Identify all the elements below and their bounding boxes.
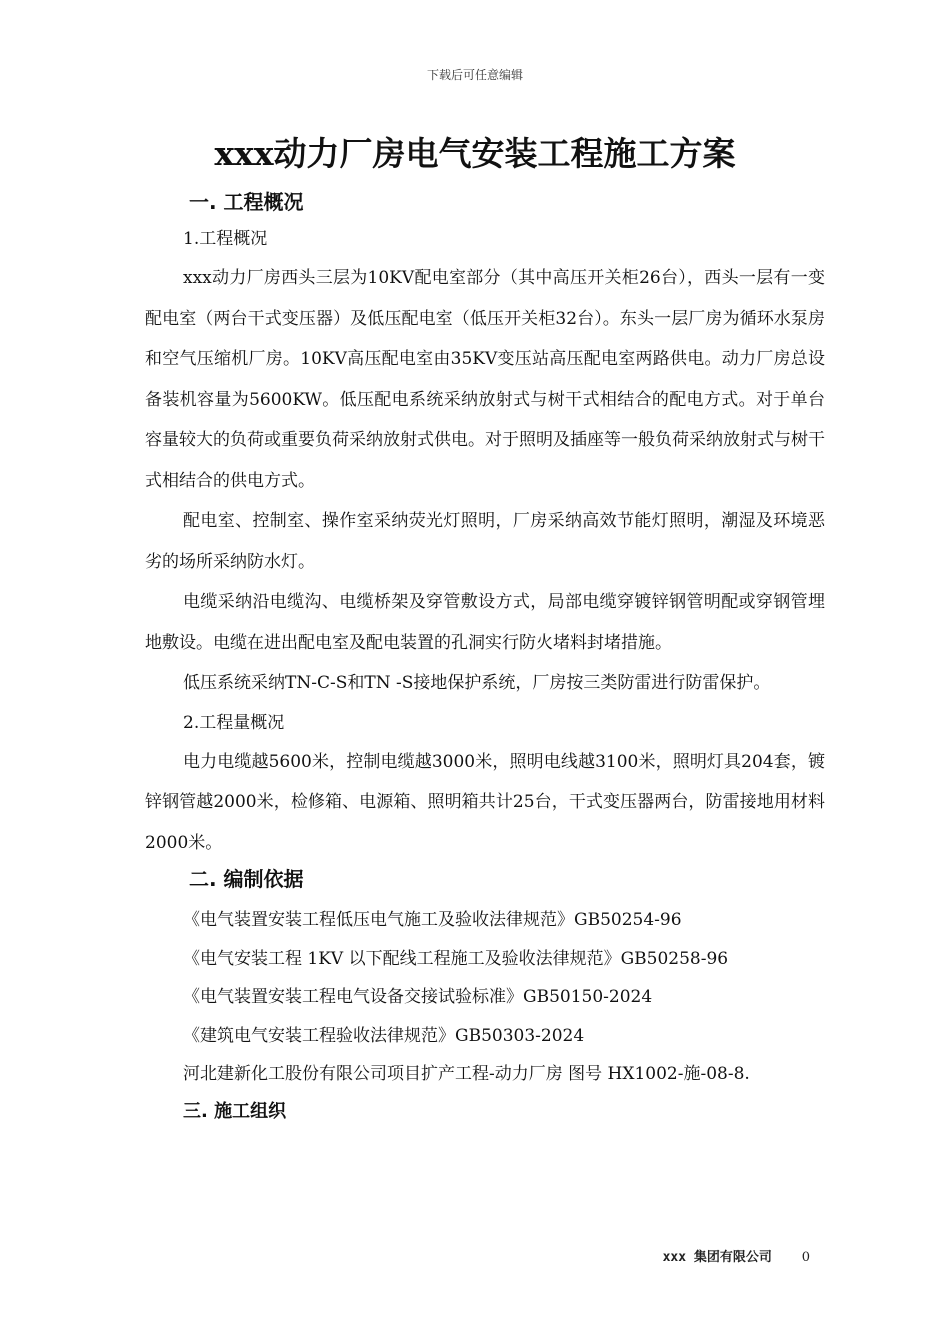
reference-item: 河北建新化工股份有限公司项目扩产工程-动力厂房 图号 HX1002-施-08-8. [183,1064,750,1084]
subheading-project-overview: 1.工程概况 [183,229,268,249]
footer-company: xxx 集团有限公司 [662,1250,772,1265]
reference-item: 《建筑电气安装工程验收法律规范》GB50303-2024 [183,1025,585,1046]
reference-list [145,901,825,1094]
subheading-quantities: 2.工程量概况 [183,712,285,733]
section-heading-overview: 一. 工程概况 [189,190,304,214]
header-note: 下载后可任意编辑 [426,68,523,82]
section-heading-basis: 二. 编制依据 [189,867,304,891]
paragraph-power-distribution: xxx动力厂房西头三层为10KV配电室部分（其中高压开关柜26台），西头一层有一变配电室（两台干式变压器）及低压配电室（低压开关柜32台）。东头一层厂房为循环水泵房和空气压缩机厂房。10KV高压配电室由35KV变压站高压配电室两路供电。动力厂房总设备装机容量为5600KW。低压配电系统采纳放射式与树干式相结合的配电方式。对于单台容量较大的负荷或重要负荷采纳放射式供电。对于照明及插座等一般负荷采纳放射式与树干式相结合的供电方式。 [145,268,825,491]
paragraph-grounding: 低压系统采纳TN-C-S和TN -S接地保护系统，厂房按三类防雷进行防雷保护。 [183,673,771,693]
page-number: 0 [801,1250,810,1265]
paragraph-lighting: 配电室、控制室、操作室采纳荧光灯照明，厂房采纳高效节能灯照明，潮湿及环境恶劣的场所采纳防水灯。 [145,511,825,572]
page-footer [663,1246,810,1265]
paragraph-cabling: 电缆采纳沿电缆沟、电缆桥架及穿管敷设方式，局部电缆穿镀锌钢管明配或穿钢管埋地敷设。电缆在进出配电室及配电装置的孔洞实行防火堵料封堵措施。 [145,592,825,653]
reference-item: 《电气装置安装工程低压电气施工及验收法律规范》GB50254-96 [183,910,682,930]
document-body [145,188,825,1130]
paragraph-quantities: 电力电缆越5600米，控制电缆越3000米，照明电线越3100米，照明灯具204套，镀锌钢管越2000米，检修箱、电源箱、照明箱共计25台，干式变压器两台，防雷接地用材料2000米。 [145,751,825,853]
reference-item: 《电气安装工程 1KV 以下配线工程施工及验收法律规范》GB50258-96 [183,948,729,969]
reference-item: 《电气装置安装工程电气设备交接试验标准》GB50150-2024 [183,987,653,1007]
section-heading-organization: 三. 施工组织 [183,1100,287,1122]
document-title: xxx动力厂房电气安装工程施工方案 [214,134,736,173]
